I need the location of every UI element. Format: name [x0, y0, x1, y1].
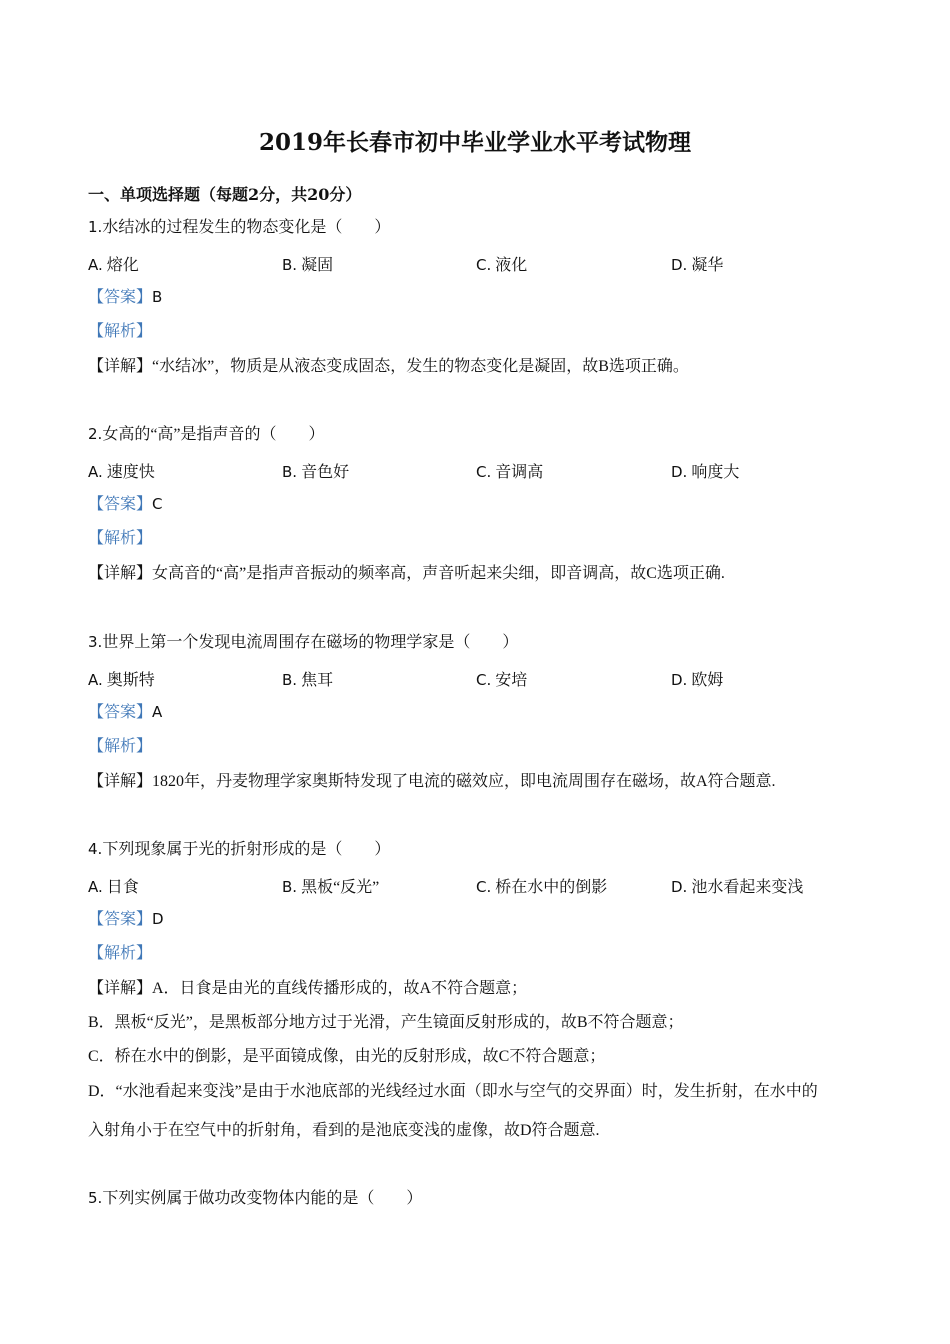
option-text: 日食 [102, 879, 139, 896]
option-text: 桥在水中的倒影 [491, 879, 608, 896]
option-text: 液化 [491, 257, 528, 274]
question-2-analysis [88, 529, 152, 549]
option-letter: B. [282, 256, 298, 274]
option-text: 响度大 [687, 464, 740, 481]
option-text: 焦耳 [297, 672, 334, 689]
question-3-stem [88, 632, 518, 653]
question-text: 下列现象属于光的折射形成的是（ ） [102, 841, 391, 858]
option-a [88, 252, 139, 275]
option-letter: B. [282, 463, 298, 481]
option-a [88, 874, 139, 897]
option-text: 凝华 [687, 257, 724, 274]
question-4-detail-a: 【详解】A．日食是由光的直线传播形成的，故A不符合题意； [88, 980, 528, 997]
section-heading: 一、单项选择题（每题2分，共20分） [88, 185, 362, 204]
question-text: 下列实例属于做功改变物体内能的是（ ） [102, 1190, 423, 1207]
option-c [476, 874, 607, 897]
answer-tag: 【答案】 [88, 704, 153, 721]
option-text: 池水看起来变浅 [687, 879, 804, 896]
option-text: 奥斯特 [102, 672, 155, 689]
question-1-analysis [88, 322, 152, 342]
question-text: 水结冰的过程发生的物态变化是（ ） [102, 219, 391, 236]
option-letter: C. [476, 878, 492, 896]
option-text: 欧姆 [687, 672, 724, 689]
option-d [671, 252, 723, 275]
option-b [282, 874, 379, 897]
option-b [282, 459, 349, 482]
question-4-stem [88, 839, 390, 860]
option-c [476, 459, 543, 482]
option-letter: D. [671, 878, 688, 896]
analysis-tag: 【解析】 [88, 738, 153, 755]
question-4-detail-c: C．桥在水中的倒影，是平面镜成像，由光的反射形成，故C不符合题意； [88, 1048, 606, 1065]
answer-value: C [152, 495, 163, 513]
question-4-answer [88, 909, 164, 930]
question-1-detail: 【详解】“水结冰”，物质是从液态变成固态，发生的物态变化是凝固，故B选项正确。 [88, 358, 689, 375]
answer-tag: 【答案】 [88, 289, 153, 306]
analysis-tag: 【解析】 [88, 945, 153, 962]
option-letter: A. [88, 671, 103, 689]
option-letter: C. [476, 256, 492, 274]
option-text: 音调高 [491, 464, 544, 481]
question-text: 世界上第一个发现电流周围存在磁场的物理学家是（ ） [102, 634, 519, 651]
question-1-stem [88, 217, 390, 238]
question-2-detail: 【详解】女高音的“高”是指声音振动的频率高，声音听起来尖细，即音调高，故C选项正确. [88, 565, 725, 582]
option-letter: C. [476, 463, 492, 481]
question-3-analysis [88, 737, 152, 757]
option-text: 安培 [491, 672, 528, 689]
option-d [671, 459, 739, 482]
question-3-detail: 【详解】1820年，丹麦物理学家奥斯特发现了电流的磁效应，即电流周围存在磁场，故A符合题意. [88, 773, 776, 790]
question-2-stem [88, 424, 325, 445]
option-a [88, 667, 155, 690]
question-2-options [88, 459, 868, 481]
question-number: 2. [88, 425, 103, 443]
question-4-analysis [88, 944, 152, 964]
analysis-tag: 【解析】 [88, 530, 153, 547]
option-letter: D. [671, 463, 688, 481]
answer-value: A [152, 703, 163, 721]
option-text: 熔化 [102, 257, 139, 274]
question-3-options [88, 667, 868, 689]
option-d [671, 874, 803, 897]
question-text: 女高的“高”是指声音的（ ） [102, 426, 325, 443]
option-letter: C. [476, 671, 492, 689]
question-3-answer [88, 702, 162, 723]
question-4-detail-b: B．黑板“反光”，是黑板部分地方过于光滑，产生镜面反射形成的，故B不符合题意； [88, 1014, 684, 1031]
analysis-tag: 【解析】 [88, 323, 153, 340]
question-1-options [88, 252, 868, 274]
option-letter: D. [671, 256, 688, 274]
option-letter: A. [88, 463, 103, 481]
option-b [282, 252, 333, 275]
answer-tag: 【答案】 [88, 911, 153, 928]
option-letter: B. [282, 878, 298, 896]
option-text: 音色好 [297, 464, 350, 481]
option-letter: D. [671, 671, 688, 689]
answer-value: D [152, 910, 164, 928]
option-letter: A. [88, 256, 103, 274]
option-text: 速度快 [102, 464, 155, 481]
question-number: 3. [88, 633, 103, 651]
answer-value: B [152, 288, 163, 306]
option-c [476, 667, 527, 690]
question-4-detail-d-cont: 入射角小于在空气中的折射角，看到的是池底变浅的虚像，故D符合题意. [88, 1122, 600, 1139]
option-text: 凝固 [297, 257, 334, 274]
option-letter: A. [88, 878, 103, 896]
answer-tag: 【答案】 [88, 496, 153, 513]
question-4-options [88, 874, 868, 896]
option-text: 黑板“反光” [297, 879, 380, 896]
question-4-detail-d: D．“水池看起来变浅”是由于水池底部的光线经过水面（即水与空气的交界面）时，发生折射，在水中的 [88, 1083, 818, 1100]
question-number: 1. [88, 218, 103, 236]
option-b [282, 667, 333, 690]
question-number: 4. [88, 840, 103, 858]
option-a [88, 459, 155, 482]
option-d [671, 667, 723, 690]
question-5-stem [88, 1188, 422, 1209]
question-1-answer [88, 287, 162, 308]
option-c [476, 252, 527, 275]
question-2-answer [88, 494, 163, 515]
question-number: 5. [88, 1189, 103, 1207]
option-letter: B. [282, 671, 298, 689]
page-title: 2019年长春市初中毕业学业水平考试物理 [258, 129, 691, 156]
